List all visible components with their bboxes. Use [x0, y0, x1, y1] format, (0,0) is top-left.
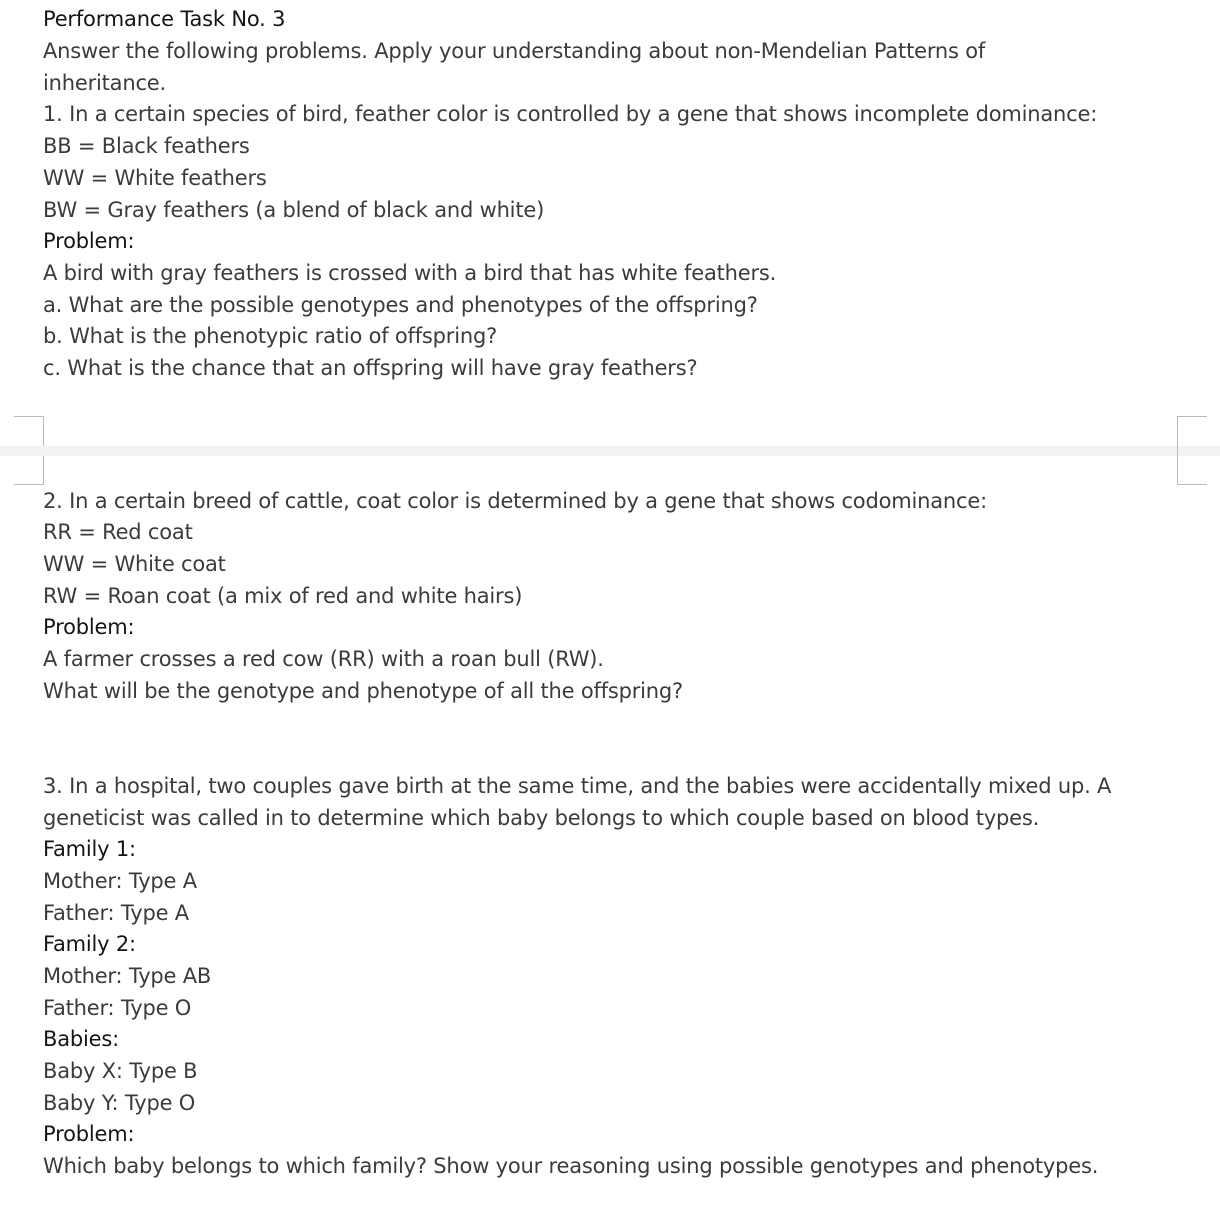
family2-mother: Mother: Type AB — [43, 964, 212, 988]
family2-father: Father: Type O — [43, 996, 192, 1020]
problem2-genotype-rw: RW = Roan coat (a mix of red and white hairs) — [43, 584, 523, 608]
problem2-problem-line-2: What will be the genotype and phenotype of all the offspring? — [43, 679, 683, 703]
family1-mother: Mother: Type A — [43, 869, 197, 893]
problem3-problem-label: Problem: — [43, 1122, 135, 1146]
problem1-genotype-bw: BW = Gray feathers (a blend of black and white) — [43, 198, 545, 222]
page-break-divider — [0, 446, 1220, 456]
instructions-line-1: Answer the following problems. Apply your understanding about non-Mendelian Patterns of — [43, 39, 986, 63]
problem2-genotype-ww: WW = White coat — [43, 552, 226, 576]
problem3-intro-line-2: geneticist was called in to determine which baby belongs to which couple based on blood types. — [43, 806, 1040, 830]
babies-label: Babies: — [43, 1027, 119, 1051]
problem1-question-b: b. What is the phenotypic ratio of offspring? — [43, 324, 498, 348]
page-title: Performance Task No. 3 — [43, 7, 286, 31]
family1-father: Father: Type A — [43, 901, 189, 925]
crop-mark-right — [1177, 416, 1207, 485]
problem2-genotype-rr: RR = Red coat — [43, 520, 193, 544]
problem1-genotype-bb: BB = Black feathers — [43, 134, 250, 158]
problem2-intro: 2. In a certain breed of cattle, coat color is determined by a gene that shows codominance: — [43, 489, 987, 513]
problem3-intro-line-1: 3. In a hospital, two couples gave birth at the same time, and the babies were accidentally mixed up. A — [43, 774, 1112, 798]
baby-x: Baby X: Type B — [43, 1059, 198, 1083]
problem1-intro: 1. In a certain species of bird, feather color is controlled by a gene that shows incomplete dominance: — [43, 102, 1098, 126]
problem1-problem-text: A bird with gray feathers is crossed with a bird that has white feathers. — [43, 261, 777, 285]
problem1-problem-label: Problem: — [43, 229, 135, 253]
baby-y: Baby Y: Type O — [43, 1091, 196, 1115]
problem2-problem-line-1: A farmer crosses a red cow (RR) with a roan bull (RW). — [43, 647, 604, 671]
problem1-genotype-ww: WW = White feathers — [43, 166, 267, 190]
problem3-problem-text: Which baby belongs to which family? Show your reasoning using possible genotypes and phenotypes. — [43, 1154, 1099, 1178]
family1-label: Family 1: — [43, 837, 136, 861]
family2-label: Family 2: — [43, 932, 136, 956]
problem2-problem-label: Problem: — [43, 615, 135, 639]
problem1-question-c: c. What is the chance that an offspring will have gray feathers? — [43, 356, 698, 380]
instructions-line-2: inheritance. — [43, 71, 166, 95]
problem1-question-a: a. What are the possible genotypes and phenotypes of the offspring? — [43, 293, 758, 317]
